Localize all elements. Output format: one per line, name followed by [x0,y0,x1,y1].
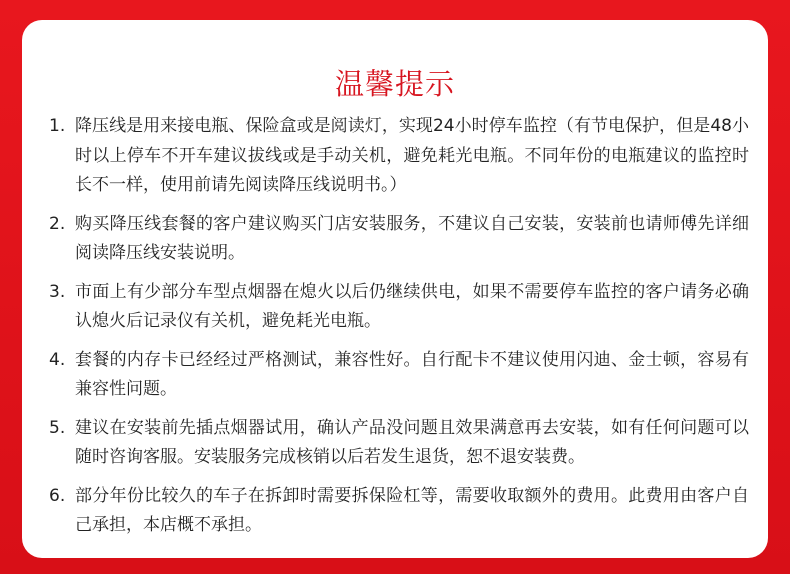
list-item [49,414,749,473]
item-number: 6. [49,485,66,506]
item-text: 部分年份比较久的车子在拆卸时需要拆保险杠等，需要收取额外的费用。此费用由客户自己承担，本店概不承担。 [75,485,749,535]
list-item [49,346,749,405]
item-number: 2. [49,213,66,234]
item-number: 5. [49,417,66,438]
item-text: 建议在安装前先插点烟器试用，确认产品没问题且效果满意再去安装，如有任何问题可以随时咨询客服。安装服务完成核销以后若发生退货，恕不退安装费。 [75,417,749,467]
item-number: 1. [49,116,66,136]
item-text: 套餐的内存卡已经经过严格测试，兼容性好。自行配卡不建议使用闪迪、金士顿，容易有兼容性问题。 [75,349,749,399]
notice-card [22,20,768,558]
item-number: 3. [49,281,66,302]
item-text: 市面上有少部分车型点烟器在熄火以后仍继续供电，如果不需要停车监控的客户请务必确认熄火后记录仪有关机，避免耗光电瓶。 [75,281,749,331]
list-item [49,112,749,201]
list-item [49,278,749,337]
notice-list [49,112,749,550]
list-item [49,210,749,269]
item-number: 4. [49,349,66,370]
notice-title: 温馨提示 [334,67,455,101]
item-text: 购买降压线套餐的客户建议购买门店安装服务，不建议自己安装，安装前也请师傅先详细阅读降压线安装说明。 [75,213,749,263]
item-text: 降压线是用来接电瓶、保险盒或是阅读灯，实现24小时停车监控（有节电保护，但是48小时以上停车不开车建议拔线或是手动关机，避免耗光电瓶。不同年份的电瓶建议的监控时长不一样，使用前请先阅读降压线说明书。） [75,116,749,195]
list-item [49,482,749,541]
